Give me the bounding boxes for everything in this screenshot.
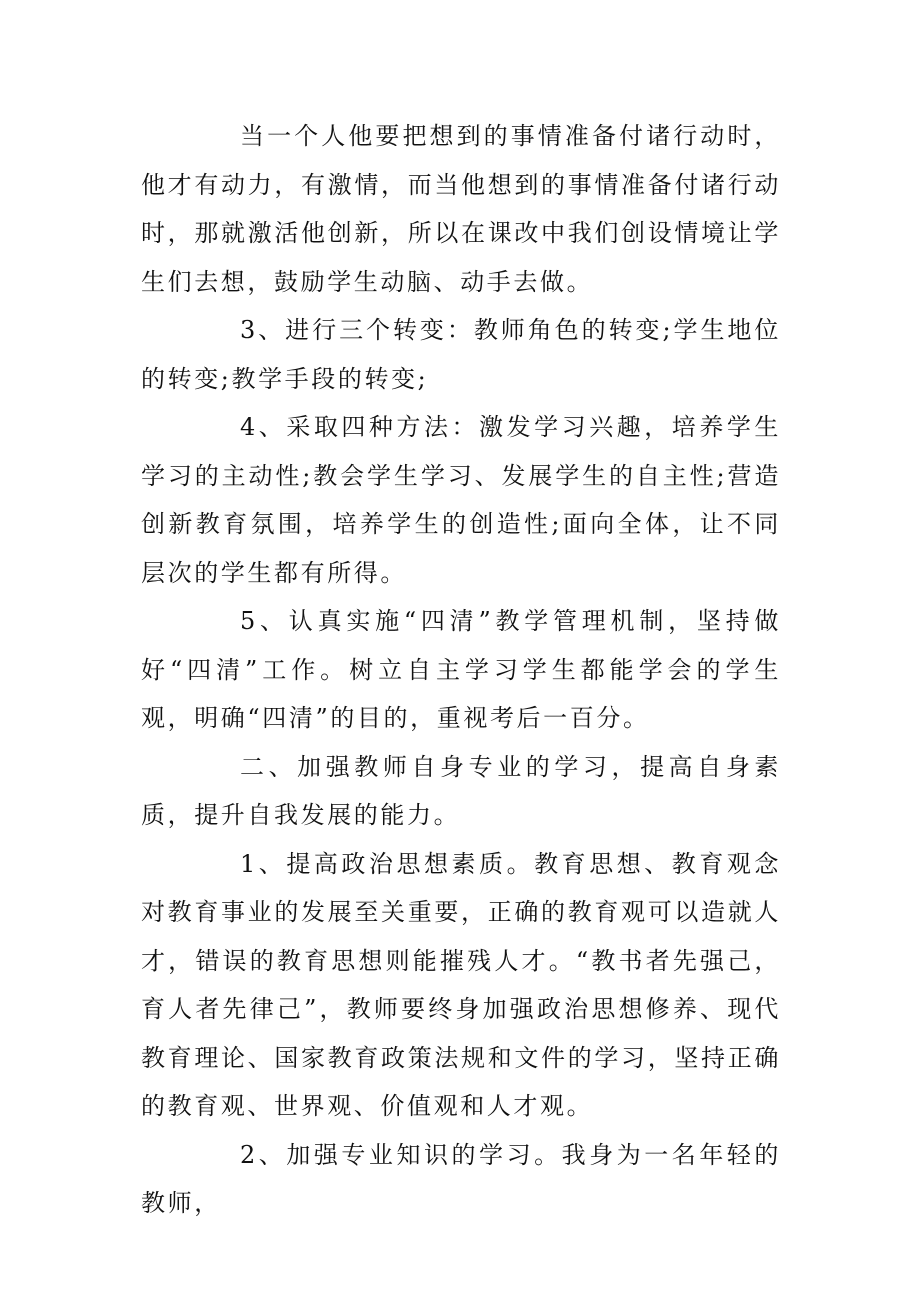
- paragraph-motivation: 当一个人他要把想到的事情准备付诸行动时，他才有动力，有激情，而当他想到的事情准备付诸行动时，那就激活他创新，所以在课改中我们创设情境让学生们去想，鼓励学生动脑、动手去做。: [141, 122, 781, 296]
- paragraph-four-methods: 4、采取四种方法：激发学习兴趣，培养学生学习的主动性;教会学生学习、发展学生的自主性;营造创新教育氛围，培养学生的创造性;面向全体，让不同层次的学生都有所得。: [141, 413, 781, 587]
- section-heading-two: 二、加强教师自身专业的学习，提高自身素质，提升自我发展的能力。: [141, 752, 781, 829]
- paragraph-four-clear: 5、认真实施“四清”教学管理机制，坚持做好“四清”工作。树立自主学习学生都能学会的学生观，明确“四清”的目的，重视考后一百分。: [141, 607, 781, 732]
- paragraph-political-quality: 1、提高政治思想素质。教育思想、教育观念对教育事业的发展至关重要，正确的教育观可以造就人才，错误的教育思想则能摧残人才。“教书者先强己，育人者先律己”，教师要终身加强政治思想修养、现代教育理论、国家教育政策法规和文件的学习，坚持正确的教育观、世界观、价值观和人才观。: [141, 849, 781, 1120]
- document-body: [141, 112, 781, 1228]
- paragraph-three-changes: 3、进行三个转变：教师角色的转变;学生地位的转变;教学手段的转变;: [141, 316, 781, 393]
- paragraph-professional-knowledge: 2、加强专业知识的学习。我身为一名年轻的教师，: [141, 1140, 781, 1217]
